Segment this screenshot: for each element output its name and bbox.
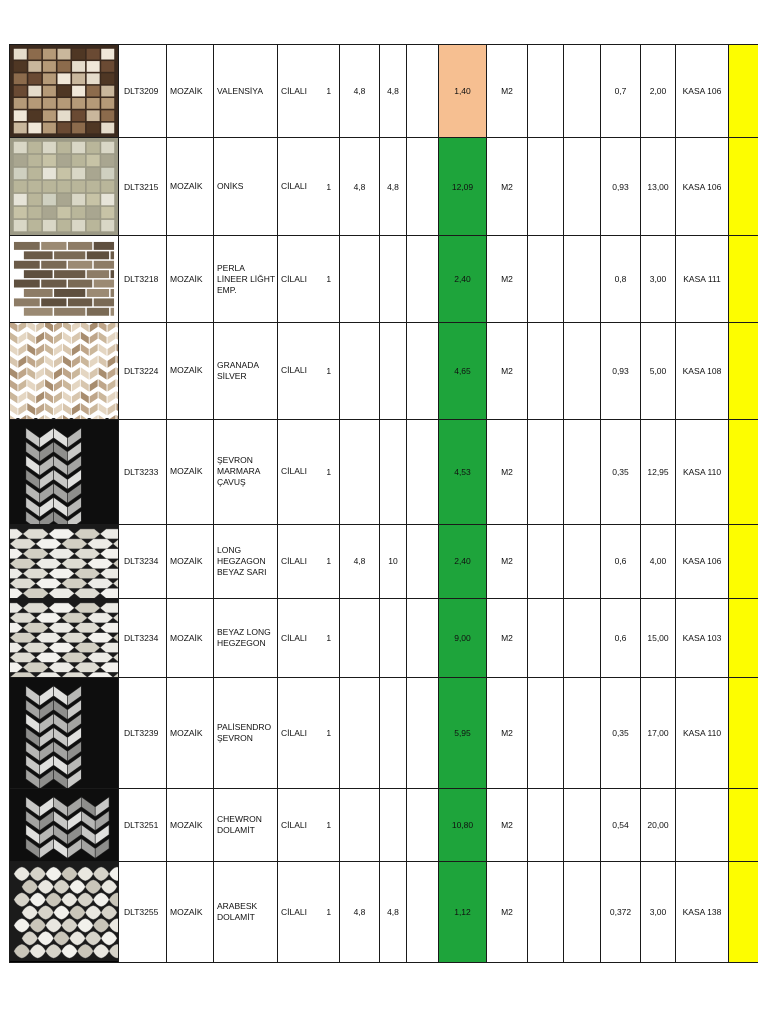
empty-cell [407, 236, 439, 323]
box-cell: KASA 103 [676, 598, 729, 677]
unit-cell: M2 [487, 862, 528, 962]
empty-cell [528, 598, 564, 677]
product-name-cell: GRANADA SİLVER [214, 323, 278, 419]
m2-cell: 0,6 [601, 598, 641, 677]
product-table [9, 44, 758, 963]
finish-cell: CİLALI [278, 419, 319, 524]
quantity-cell: 1 [319, 598, 340, 677]
amount-cell: 3,00 [641, 236, 676, 323]
price-cell: 1,40 [439, 45, 487, 138]
finish-cell: CİLALI [278, 524, 319, 598]
amount-cell: 20,00 [641, 789, 676, 862]
empty-cell [564, 789, 601, 862]
product-type-cell: MOZAİK [167, 678, 214, 789]
empty-cell [407, 598, 439, 677]
unit-cell: M2 [487, 598, 528, 677]
width-cell: 4,8 [340, 138, 380, 236]
highlight-cell [729, 236, 758, 323]
box-cell: KASA 108 [676, 323, 729, 419]
empty-cell [564, 236, 601, 323]
height-cell [380, 236, 407, 323]
onyx-mosaic-thumbnail [10, 138, 119, 236]
product-type-cell: MOZAİK [167, 419, 214, 524]
square-mosaic-thumbnail [10, 45, 119, 138]
product-name-cell: PALİSENDRO ŞEVRON [214, 678, 278, 789]
long-hexagon-thumbnail [10, 598, 119, 677]
product-code-cell: DLT3215 [119, 138, 167, 236]
table-row [10, 862, 758, 962]
empty-cell [528, 678, 564, 789]
box-cell: KASA 111 [676, 236, 729, 323]
highlight-cell [729, 678, 758, 789]
width-cell [340, 323, 380, 419]
finish-cell: CİLALI [278, 138, 319, 236]
table-row [10, 236, 758, 323]
finish-cell: CİLALI [278, 323, 319, 419]
quantity-cell: 1 [319, 789, 340, 862]
amount-cell: 12,95 [641, 419, 676, 524]
product-name-cell: ONİKS [214, 138, 278, 236]
height-cell: 4,8 [380, 862, 407, 962]
unit-cell: M2 [487, 524, 528, 598]
empty-cell [407, 678, 439, 789]
box-cell: KASA 106 [676, 45, 729, 138]
amount-cell: 5,00 [641, 323, 676, 419]
empty-cell [564, 138, 601, 236]
chevron-thumbnail [10, 678, 119, 789]
m2-cell: 0,35 [601, 419, 641, 524]
product-type-cell: MOZAİK [167, 862, 214, 962]
unit-cell: M2 [487, 236, 528, 323]
product-name-cell: VALENSİYA [214, 45, 278, 138]
linear-strip-thumbnail [10, 236, 119, 323]
amount-cell: 15,00 [641, 598, 676, 677]
width-cell: 4,8 [340, 45, 380, 138]
product-code-cell: DLT3233 [119, 419, 167, 524]
empty-cell [528, 419, 564, 524]
product-code-cell: DLT3224 [119, 323, 167, 419]
empty-cell [407, 45, 439, 138]
box-cell: KASA 110 [676, 678, 729, 789]
quantity-cell: 1 [319, 45, 340, 138]
quantity-cell: 1 [319, 236, 340, 323]
quantity-cell: 1 [319, 138, 340, 236]
empty-cell [564, 678, 601, 789]
unit-cell: M2 [487, 323, 528, 419]
price-cell: 9,00 [439, 598, 487, 677]
m2-cell: 0,54 [601, 789, 641, 862]
product-code-cell: DLT3218 [119, 236, 167, 323]
product-code-cell: DLT3234 [119, 598, 167, 677]
product-name-cell: CHEWRON DOLAMİT [214, 789, 278, 862]
price-cell: 4,53 [439, 419, 487, 524]
height-cell [380, 419, 407, 524]
product-type-cell: MOZAİK [167, 323, 214, 419]
height-cell [380, 789, 407, 862]
price-cell: 12,09 [439, 138, 487, 236]
table-row [10, 138, 758, 236]
table-row [10, 45, 758, 138]
highlight-cell [729, 45, 758, 138]
height-cell: 4,8 [380, 45, 407, 138]
width-cell [340, 236, 380, 323]
box-cell: KASA 110 [676, 419, 729, 524]
width-cell [340, 678, 380, 789]
highlight-cell [729, 598, 758, 677]
unit-cell: M2 [487, 419, 528, 524]
chevron-thumbnail [10, 789, 119, 862]
price-cell: 4,65 [439, 323, 487, 419]
finish-cell: CİLALI [278, 789, 319, 862]
product-code-cell: DLT3209 [119, 45, 167, 138]
width-cell: 4,8 [340, 524, 380, 598]
price-cell: 2,40 [439, 236, 487, 323]
herringbone-thumbnail [10, 323, 119, 419]
finish-cell: CİLALI [278, 236, 319, 323]
product-type-cell: MOZAİK [167, 45, 214, 138]
table-row [10, 323, 758, 419]
product-type-cell: MOZAİK [167, 598, 214, 677]
table-row [10, 419, 758, 524]
empty-cell [528, 862, 564, 962]
product-code-cell: DLT3251 [119, 789, 167, 862]
finish-cell: CİLALI [278, 678, 319, 789]
empty-cell [407, 524, 439, 598]
product-name-cell: LONG HEGZAGON BEYAZ SARI [214, 524, 278, 598]
chevron-thumbnail [10, 419, 119, 524]
product-type-cell: MOZAİK [167, 789, 214, 862]
empty-cell [528, 789, 564, 862]
product-code-cell: DLT3255 [119, 862, 167, 962]
empty-cell [528, 138, 564, 236]
height-cell: 10 [380, 524, 407, 598]
empty-cell [564, 598, 601, 677]
empty-cell [564, 524, 601, 598]
long-hexagon-thumbnail [10, 524, 119, 598]
width-cell [340, 789, 380, 862]
table-row [10, 598, 758, 677]
price-cell: 5,95 [439, 678, 487, 789]
quantity-cell: 1 [319, 862, 340, 962]
amount-cell: 2,00 [641, 45, 676, 138]
box-cell: KASA 106 [676, 138, 729, 236]
finish-cell: CİLALI [278, 45, 319, 138]
highlight-cell [729, 789, 758, 862]
m2-cell: 0,372 [601, 862, 641, 962]
empty-cell [407, 789, 439, 862]
product-code-cell: DLT3234 [119, 524, 167, 598]
width-cell [340, 598, 380, 677]
product-name-cell: ARABESK DOLAMİT [214, 862, 278, 962]
empty-cell [528, 45, 564, 138]
width-cell: 4,8 [340, 862, 380, 962]
product-name-cell: ŞEVRON MARMARA ÇAVUŞ [214, 419, 278, 524]
empty-cell [407, 862, 439, 962]
unit-cell: M2 [487, 45, 528, 138]
empty-cell [407, 323, 439, 419]
quantity-cell: 1 [319, 323, 340, 419]
product-type-cell: MOZAİK [167, 138, 214, 236]
quantity-cell: 1 [319, 678, 340, 789]
price-cell: 1,12 [439, 862, 487, 962]
height-cell [380, 678, 407, 789]
table-row [10, 789, 758, 862]
highlight-cell [729, 323, 758, 419]
empty-cell [407, 138, 439, 236]
highlight-cell [729, 862, 758, 962]
box-cell: KASA 138 [676, 862, 729, 962]
m2-cell: 0,93 [601, 323, 641, 419]
product-name-cell: PERLA LİNEER LİĞHT EMP. [214, 236, 278, 323]
amount-cell: 3,00 [641, 862, 676, 962]
empty-cell [564, 419, 601, 524]
empty-cell [564, 45, 601, 138]
product-type-cell: MOZAİK [167, 236, 214, 323]
m2-cell: 0,93 [601, 138, 641, 236]
arabesque-thumbnail [10, 862, 119, 962]
empty-cell [528, 524, 564, 598]
table-row [10, 524, 758, 598]
empty-cell [564, 323, 601, 419]
finish-cell: CİLALI [278, 598, 319, 677]
unit-cell: M2 [487, 789, 528, 862]
product-code-cell: DLT3239 [119, 678, 167, 789]
highlight-cell [729, 138, 758, 236]
quantity-cell: 1 [319, 419, 340, 524]
box-cell [676, 789, 729, 862]
empty-cell [564, 862, 601, 962]
m2-cell: 0,6 [601, 524, 641, 598]
price-cell: 2,40 [439, 524, 487, 598]
empty-cell [528, 236, 564, 323]
highlight-cell [729, 419, 758, 524]
m2-cell: 0,35 [601, 678, 641, 789]
amount-cell: 4,00 [641, 524, 676, 598]
m2-cell: 0,8 [601, 236, 641, 323]
finish-cell: CİLALI [278, 862, 319, 962]
empty-cell [528, 323, 564, 419]
m2-cell: 0,7 [601, 45, 641, 138]
amount-cell: 13,00 [641, 138, 676, 236]
height-cell: 4,8 [380, 138, 407, 236]
product-name-cell: BEYAZ LONG HEGZEGON [214, 598, 278, 677]
height-cell [380, 598, 407, 677]
height-cell [380, 323, 407, 419]
table-row [10, 678, 758, 789]
price-cell: 10,80 [439, 789, 487, 862]
quantity-cell: 1 [319, 524, 340, 598]
product-type-cell: MOZAİK [167, 524, 214, 598]
empty-cell [407, 419, 439, 524]
highlight-cell [729, 524, 758, 598]
unit-cell: M2 [487, 678, 528, 789]
width-cell [340, 419, 380, 524]
unit-cell: M2 [487, 138, 528, 236]
box-cell: KASA 106 [676, 524, 729, 598]
amount-cell: 17,00 [641, 678, 676, 789]
